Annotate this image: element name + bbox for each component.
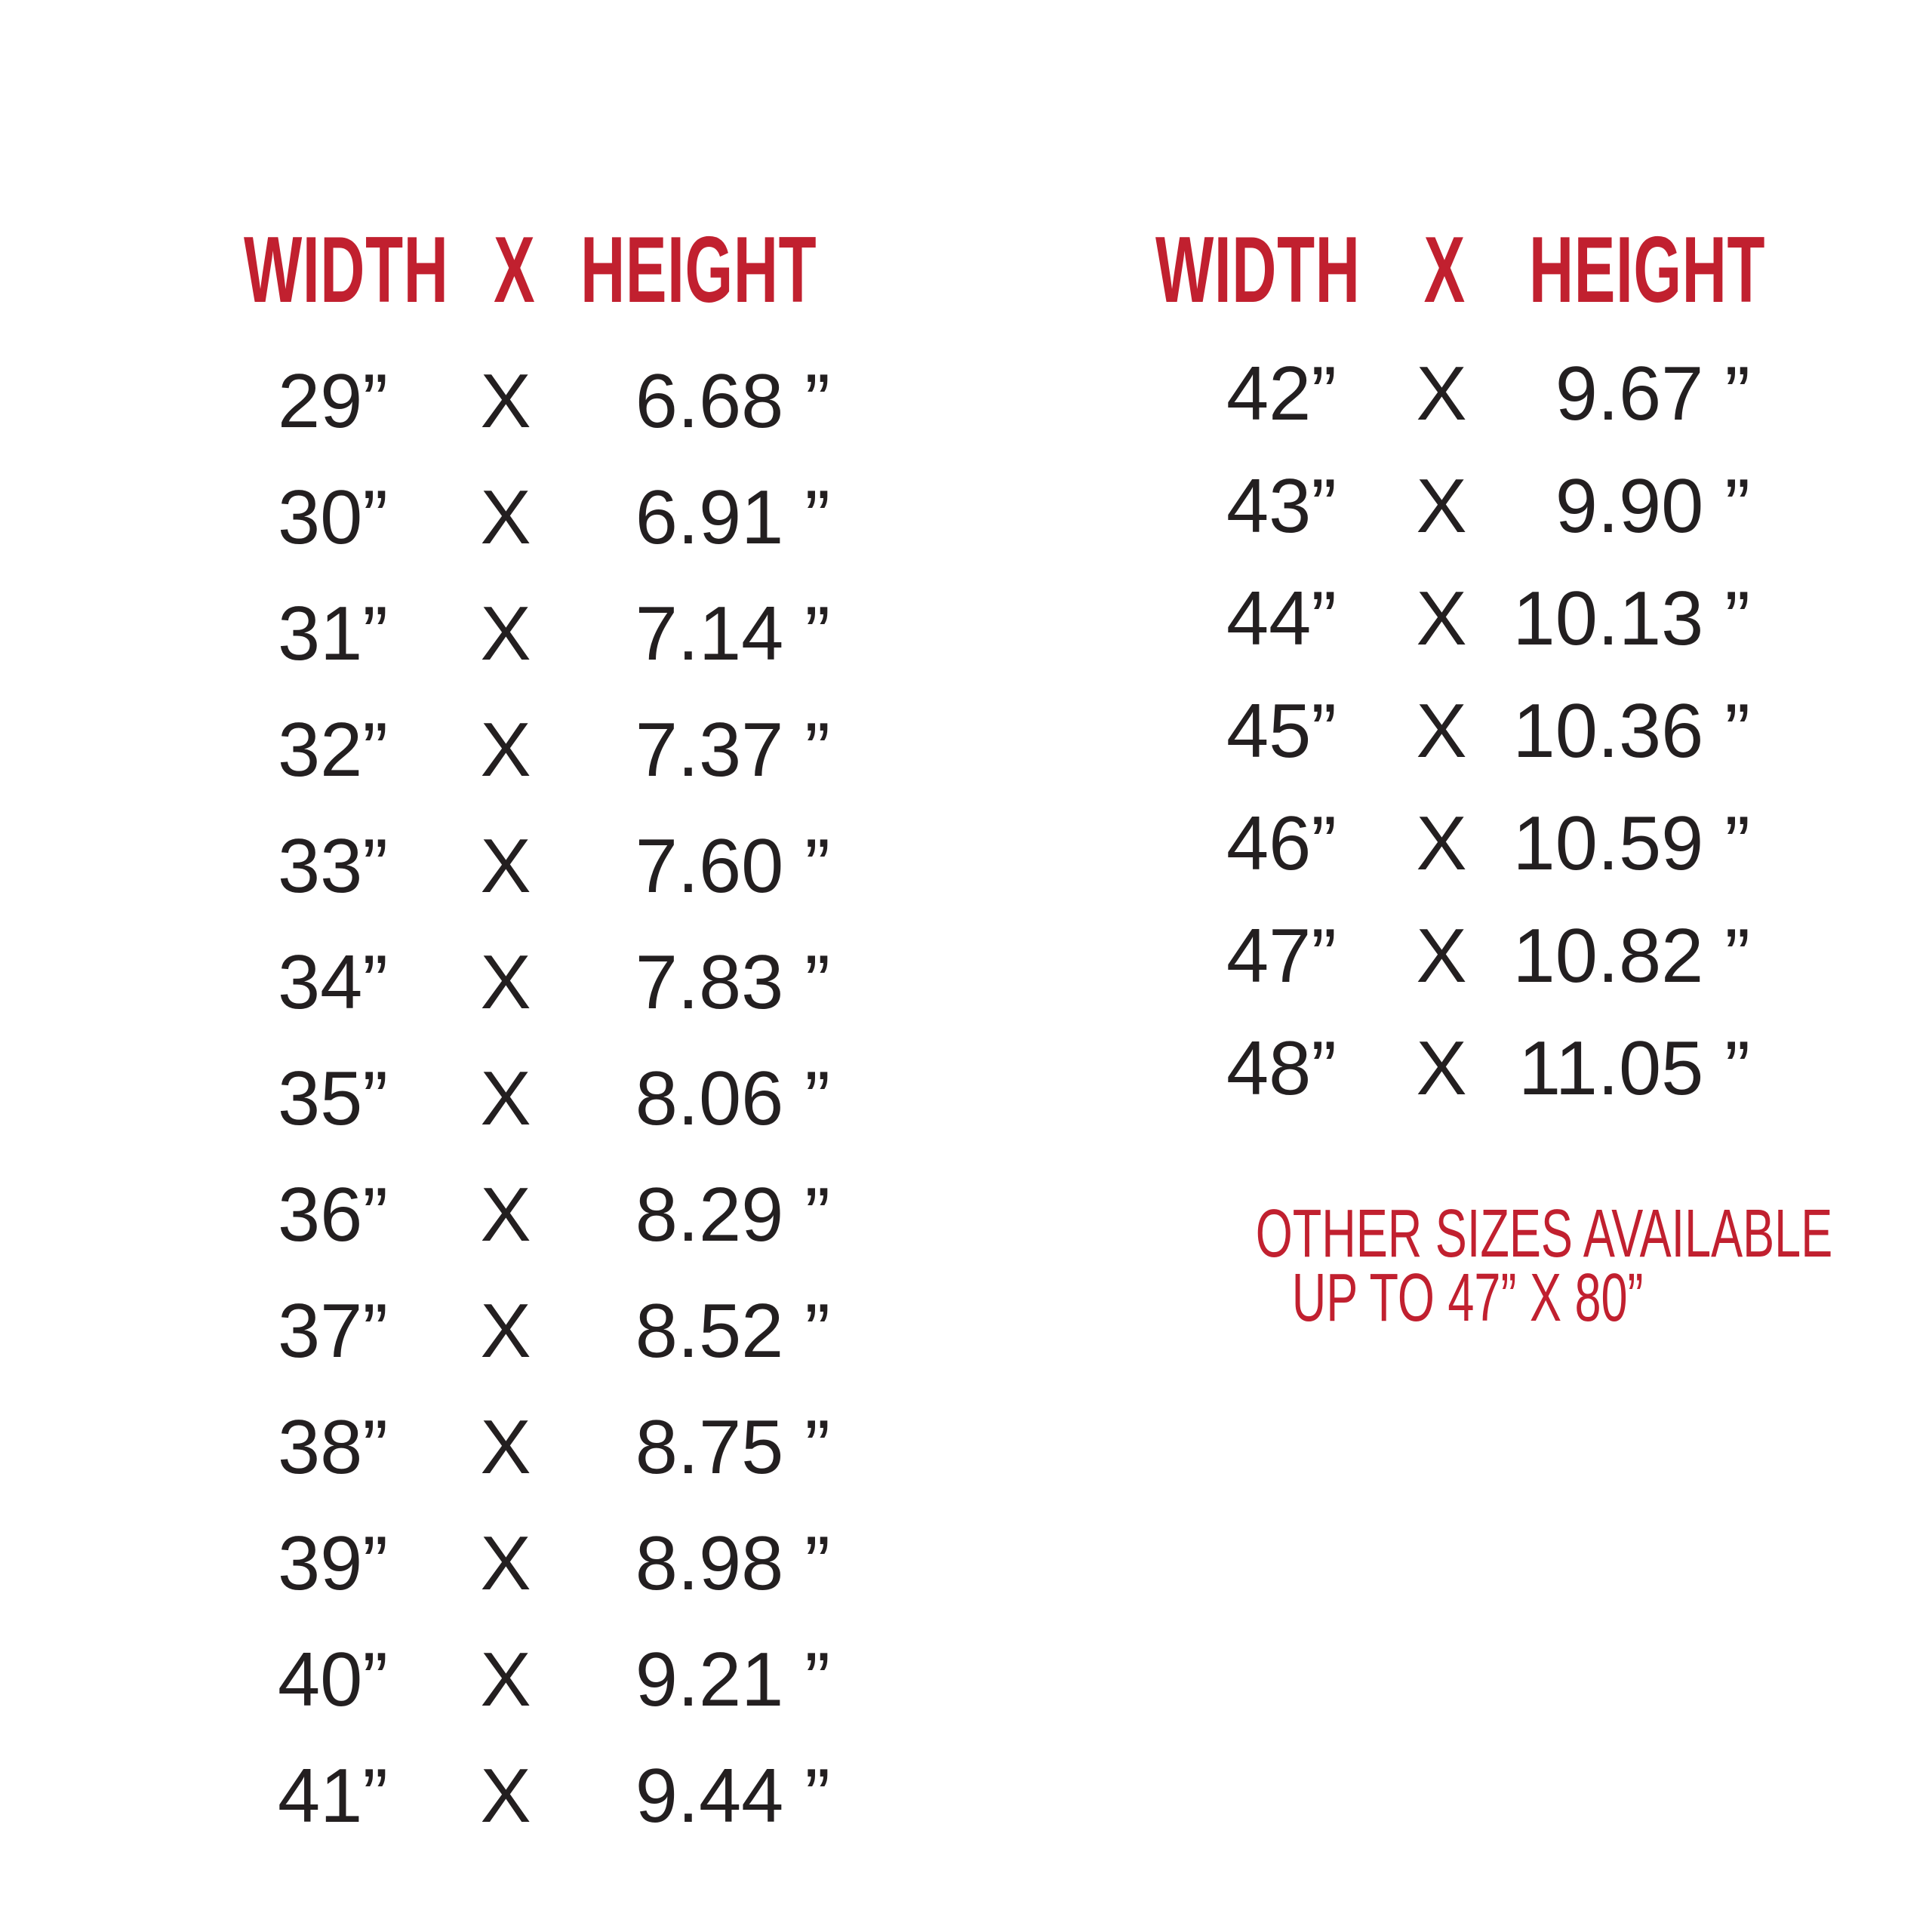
height-value: 6.91 ” <box>635 475 830 560</box>
table-row <box>278 940 830 1061</box>
x-separator: X <box>1416 577 1467 661</box>
width-value: 33” <box>278 824 388 909</box>
x-separator: X <box>480 1057 531 1141</box>
table-row <box>1226 577 1750 694</box>
height-value: 10.13 ” <box>1512 577 1750 661</box>
width-value: 31” <box>278 592 388 676</box>
width-value: 32” <box>278 708 388 792</box>
x-separator: X <box>1416 352 1467 436</box>
x-separator: X <box>480 1173 531 1257</box>
width-value: 37” <box>278 1289 388 1374</box>
table-row <box>1226 352 1750 469</box>
table-row <box>278 1173 830 1294</box>
width-value: 29” <box>278 359 388 444</box>
table-row <box>278 824 830 945</box>
width-value: 40” <box>278 1638 388 1722</box>
table-row <box>1226 914 1750 1031</box>
height-value: 9.44 ” <box>635 1754 830 1838</box>
width-value: 41” <box>278 1754 388 1838</box>
x-separator: X <box>480 1405 531 1490</box>
left-table-header <box>244 218 817 322</box>
width-value: 42” <box>1226 352 1337 436</box>
height-value: 7.83 ” <box>635 940 830 1025</box>
height-value: 8.75 ” <box>635 1405 830 1490</box>
width-value: 36” <box>278 1173 388 1257</box>
height-value: 9.21 ” <box>635 1638 830 1722</box>
table-row <box>278 1057 830 1177</box>
x-separator: X <box>480 359 531 444</box>
table-row <box>278 708 830 829</box>
height-value: 7.60 ” <box>635 824 830 909</box>
width-value: 45” <box>1226 689 1337 774</box>
left-height-column-label: HEIGHT <box>580 218 817 322</box>
other-sizes-note-line-1 <box>1132 1196 1833 1272</box>
width-value: 46” <box>1226 801 1337 886</box>
x-separator: X <box>480 1521 531 1606</box>
height-value: 10.36 ” <box>1512 689 1750 774</box>
width-value: 43” <box>1226 464 1337 549</box>
right-x-separator-label: X <box>1423 218 1466 322</box>
height-value: 11.05 ” <box>1518 1026 1750 1111</box>
table-row <box>278 1405 830 1526</box>
width-value: 34” <box>278 940 388 1025</box>
width-value: 35” <box>278 1057 388 1141</box>
right-table-header <box>1155 218 1766 322</box>
table-row <box>1226 464 1750 581</box>
x-separator: X <box>480 824 531 909</box>
left-width-column-label: WIDTH <box>244 218 449 322</box>
width-value: 38” <box>278 1405 388 1490</box>
right-size-table <box>1226 352 1750 1143</box>
height-value: 7.37 ” <box>635 708 830 792</box>
x-separator: X <box>480 708 531 792</box>
width-value: 39” <box>278 1521 388 1606</box>
height-value: 9.67 ” <box>1555 352 1750 436</box>
height-value: 8.98 ” <box>635 1521 830 1606</box>
left-size-table <box>278 359 830 1875</box>
x-separator: X <box>1416 801 1467 886</box>
height-value: 6.68 ” <box>635 359 830 444</box>
table-row <box>278 359 830 480</box>
x-separator: X <box>480 1754 531 1838</box>
x-separator: X <box>1416 1026 1467 1111</box>
height-value: 9.90 ” <box>1555 464 1750 549</box>
table-row <box>1226 801 1750 918</box>
other-sizes-limit-text: UP TO 47” X 80” <box>1292 1260 1644 1336</box>
other-sizes-note-line-2 <box>1132 1260 1804 1336</box>
x-separator: X <box>480 475 531 560</box>
x-separator: X <box>480 1289 531 1374</box>
left-x-separator-label: X <box>494 218 536 322</box>
other-sizes-note-text: OTHER SIZES AVAILABLE <box>1255 1196 1833 1272</box>
table-row <box>278 592 830 712</box>
height-value: 8.52 ” <box>635 1289 830 1374</box>
height-value: 8.29 ” <box>635 1173 830 1257</box>
width-value: 47” <box>1226 914 1337 998</box>
right-width-column-label: WIDTH <box>1155 218 1361 322</box>
table-row <box>278 1289 830 1410</box>
x-separator: X <box>1416 914 1467 998</box>
x-separator: X <box>480 1638 531 1722</box>
x-separator: X <box>480 940 531 1025</box>
height-value: 7.14 ” <box>635 592 830 676</box>
table-row <box>278 1638 830 1758</box>
width-value: 30” <box>278 475 388 560</box>
width-value: 44” <box>1226 577 1337 661</box>
table-row <box>278 1521 830 1642</box>
height-value: 10.82 ” <box>1512 914 1750 998</box>
x-separator: X <box>480 592 531 676</box>
table-row <box>1226 1026 1750 1143</box>
x-separator: X <box>1416 464 1467 549</box>
height-value: 10.59 ” <box>1512 801 1750 886</box>
table-row <box>278 1754 830 1875</box>
height-value: 8.06 ” <box>635 1057 830 1141</box>
table-row <box>278 475 830 596</box>
table-row <box>1226 689 1750 806</box>
x-separator: X <box>1416 689 1467 774</box>
width-value: 48” <box>1226 1026 1337 1111</box>
right-height-column-label: HEIGHT <box>1528 218 1766 322</box>
